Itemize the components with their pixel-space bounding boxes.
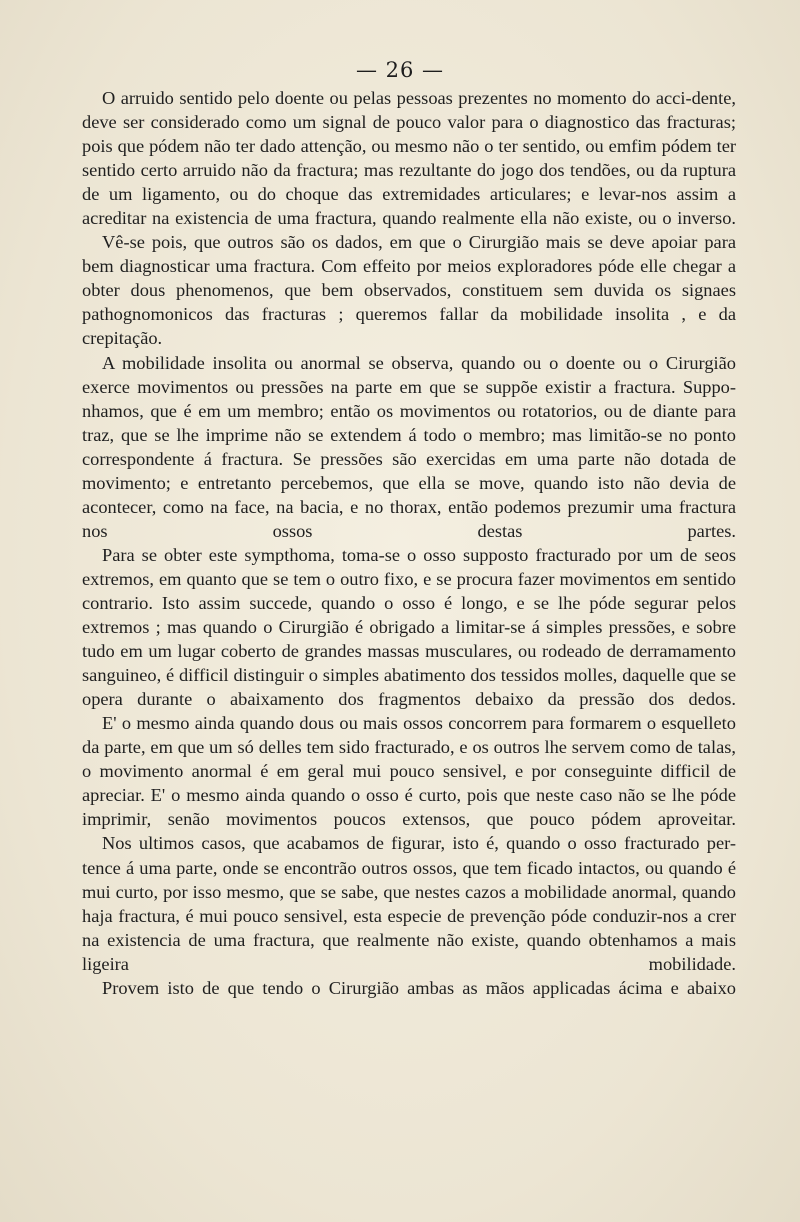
paragraph: Nos ultimos casos, que acabamos de figurar, isto é, quando o osso fracturado per-tence á uma parte, onde se encontrão outros ossos, que tem ficado intactos, ou quando é mui curto, por isso mesmo, que se sabe, que nestes cazos a mobilidade anormal, quando haja fractura, é mui pouco sensivel, esta especie de prevenção póde conduzir-nos a crer na existencia de uma fractura, que realmente não existe, quando obtenhamos a mais ligeira mobilidade. — [82, 833, 736, 974]
page-number: — 26 — — [355, 58, 445, 82]
paragraph: Vê-se pois, que outros são os dados, em que o Cirurgião mais se deve apoiar para bem diagnosticar uma fractura. Com effeito por meios exploradores póde elle chegar a obter dous phenomenos, que bem observados, constituem sem duvida os signaes pathognomonicos das fracturas ; queremos fallar da mobilidade insolita , e da crepitação. — [82, 232, 736, 349]
paragraph: E' o mesmo ainda quando dous ou mais ossos concorrem para formarem o esquelleto da parte, em que um só delles tem sido fracturado, e os outros lhe servem como de talas, o movimento anormal é em geral mui pouco sensivel, e por conseguinte difficil de apreciar. E' o mesmo ainda quando o osso é curto, pois que neste caso não se lhe póde imprimir, senão movimentos poucos extensos, que pouco pódem aproveitar. — [82, 713, 736, 830]
paragraph: Provem isto de que tendo o Cirurgião ambas as mãos applicadas ácima e abaixo — [102, 977, 736, 998]
paragraph: A mobilidade insolita ou anormal se observa, quando ou o doente ou o Cirurgião exerce movimentos ou pressões na parte em que se suppõe existir a fractura. Suppo-nhamos, que é em um membro; então os movimentos ou rotatorios, ou de diante para traz, que se lhe imprime não se extendem á todo o membro; mas limitão-se no ponto correspondente á fractura. Se pressões são exercidas em uma parte não dotada de movimento; e entretanto percebemos, que ella se move, quando isto não devia de acontecer, como na face, na bacia, e no thorax, então podemos prezumir uma fractura nos ossos destas partes. — [82, 352, 736, 541]
body-text — [82, 86, 736, 1000]
paragraph: Para se obter este sympthoma, toma-se o osso supposto fracturado por um de seos extremos, em quanto que se tem o outro fixo, e se procura fazer movimentos em sentido contrario. Isto assim succede, quando o osso é longo, e se lhe póde segurar pelos extremos ; mas quando o Cirurgião é obrigado a limitar-se á simples pressões, e sobre tudo em um lugar coberto de grandes massas musculares, ou rodeado de derramamento sanguineo, é difficil distinguir o simples abatimento dos tessidos molles, daquelle que se opera durante o abaixamento dos fragmentos debaixo da pressão dos dedos. — [82, 544, 736, 710]
paragraph: O arruido sentido pelo doente ou pelas pessoas prezentes no momento do acci-dente, deve ser considerado como um signal de pouco valor para o diagnostico das fracturas; pois que pódem não ter dado attenção, ou mesmo não o ter sentido, ou emfim pódem ter sentido certo arruido não da fractura; mas rezultante do jogo dos tendões, ou da ruptura de um ligamento, ou do choque das extremidades articulares; e levar-nos assim a acreditar na existencia de uma fractura, quando realmente ella não existe, ou o inverso. — [82, 88, 736, 229]
